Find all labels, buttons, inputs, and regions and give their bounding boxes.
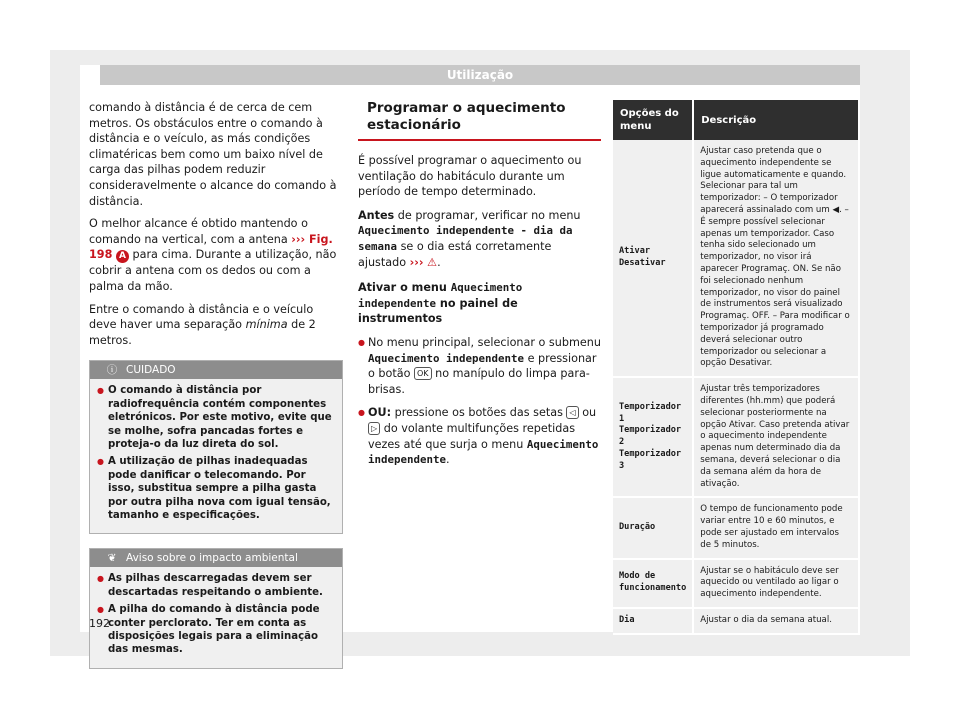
paragraph: Antes de programar, verificar no menu Aquecimento independente - dia da semana se o dia está corretamente ajustado ››› ⚠. [358, 208, 581, 269]
table-row [613, 140, 859, 377]
paragraph: Entre o comando à distância e o veículo deve haver uma separação mínima de 2 metros. [89, 302, 316, 347]
environment-box [89, 548, 343, 668]
caution-list [90, 379, 342, 533]
environment-list [90, 567, 342, 667]
table-row [613, 377, 859, 497]
table-row [613, 559, 859, 608]
paragraph: É possível programar o aquecimento ou ventilação do habitáculo durante um período de tempo determinado. [358, 154, 582, 199]
right-arrow-key-icon: ▷ [368, 422, 380, 435]
description-cell: Ajustar caso pretenda que o aquecimento independente se ligue automaticamente e quando. Selecionar para tal um temporizador: – O temporizador aparecerá assinalado com um ◀. – É sempre possível selecionar apenas um temporizador. Caso tenha sido selecionado um temporizador, no visor irá aparecer Programaç. ON. Se não foi selecionado nenhum temporizador, no visor do painel de instrumentos será visualizado Programaç. OFF. – Para modificar o temporizador já programado deverá selecionar outro temporizador ou selecionar a opção Desativar. [693, 140, 859, 377]
middle-column [358, 100, 601, 476]
figure-link[interactable]: ››› Fig. 198 [89, 232, 333, 262]
ok-key: OK [414, 367, 432, 380]
list-item: ● OU: pressione os botões das setas ◁ ou ▷ do volante multifunções repetidas vezes até que surja o menu Aquecimento independente. [358, 405, 601, 467]
list-item: ● O comando à distância por radiofrequência contém componentes eletrónicos. Por este motivo, evite que se molhe, sofra pancadas fortes e proteja-o da luz direta do sol. [108, 384, 332, 451]
section-header: Utilização [100, 65, 860, 85]
menu-options-table [613, 100, 860, 635]
leaf-icon: ❦ [107, 552, 117, 565]
column-header: Opções do menu [613, 100, 693, 140]
description-cell: Ajustar três temporizadores diferentes (hh.mm) que poderá selecionar posteriormente na opção Ativar. Caso pretenda ativar o aquecimento independente apenas num determinado dia da semana, deverá selecionar o dia da semana além da hora de ativação. [693, 377, 859, 497]
list-item: ● No menu principal, selecionar o submenu Aquecimento independente e pressionar o botão OK no manípulo do limpa para-brisas. [358, 335, 601, 397]
description-cell: O tempo de funcionamento pode variar entre 10 e 60 minutos, e pode ser ajustado em intervalos de 5 minutos. [693, 497, 859, 558]
paragraph: comando à distância é de cerca de cem metros. Os obstáculos entre o comando à distância e o veículo, as más condições climatéricas bem como um baixo nível de carga das pilhas podem reduzir consideravelmente o alcance do comando à distância. [89, 101, 337, 208]
info-circle-icon: ⓘ [106, 364, 118, 377]
table-row [613, 497, 859, 558]
list-item: ● A pilha do comando à distância pode conter perclorato. Ter em conta as disposições legais para a eliminação das mesmas. [108, 603, 332, 657]
section-heading: Programar o aquecimento estacionário [358, 100, 601, 141]
warning-triangle-icon: ⚠ [427, 255, 438, 269]
paragraph: O melhor alcance é obtido mantendo o comando na vertical, com a antena ››› Fig. 198 A para cima. Durante a utilização, não cobrir a antena com os dedos ou com a palma da mão. [89, 217, 337, 293]
description-cell: Ajustar se o habitáculo deve ser aquecido ou ventilado ao ligar o aquecimento independente. [693, 559, 859, 608]
cross-reference-link[interactable]: ››› [409, 255, 424, 269]
caution-box [89, 360, 343, 534]
page-number: 192 [89, 617, 110, 630]
caution-header: ⓘ CUIDADO [90, 361, 342, 379]
option-cell: Ativar Desativar [613, 140, 693, 377]
subheading: Ativar o menu Aquecimento independente no painel de instrumentos [358, 281, 523, 326]
option-cell: Temporizador 1 Temporizador 2 Temporizador 3 [613, 377, 693, 497]
option-cell: Duração [613, 497, 693, 558]
table-row [613, 608, 859, 634]
callout-a-badge: A [116, 250, 129, 263]
environment-header: ❦ Aviso sobre o impacto ambiental [90, 549, 342, 567]
option-cell: Modo de funcionamento [613, 559, 693, 608]
description-cell: Ajustar o dia da semana atual. [693, 608, 859, 634]
column-header: Descrição [693, 100, 859, 140]
option-cell: Dia [613, 608, 693, 634]
list-item: ● A utilização de pilhas inadequadas pode danificar o telecomando. Por isso, substitua sempre a pilha gasta por outra pilha nova com igual tensão, tamanho e especificações. [108, 455, 332, 522]
left-arrow-key-icon: ◁ [566, 406, 578, 419]
table-header-row [613, 100, 859, 140]
list-item: ● As pilhas descarregadas devem ser descartadas respeitando o ambiente. [108, 572, 332, 599]
left-column [89, 100, 343, 669]
